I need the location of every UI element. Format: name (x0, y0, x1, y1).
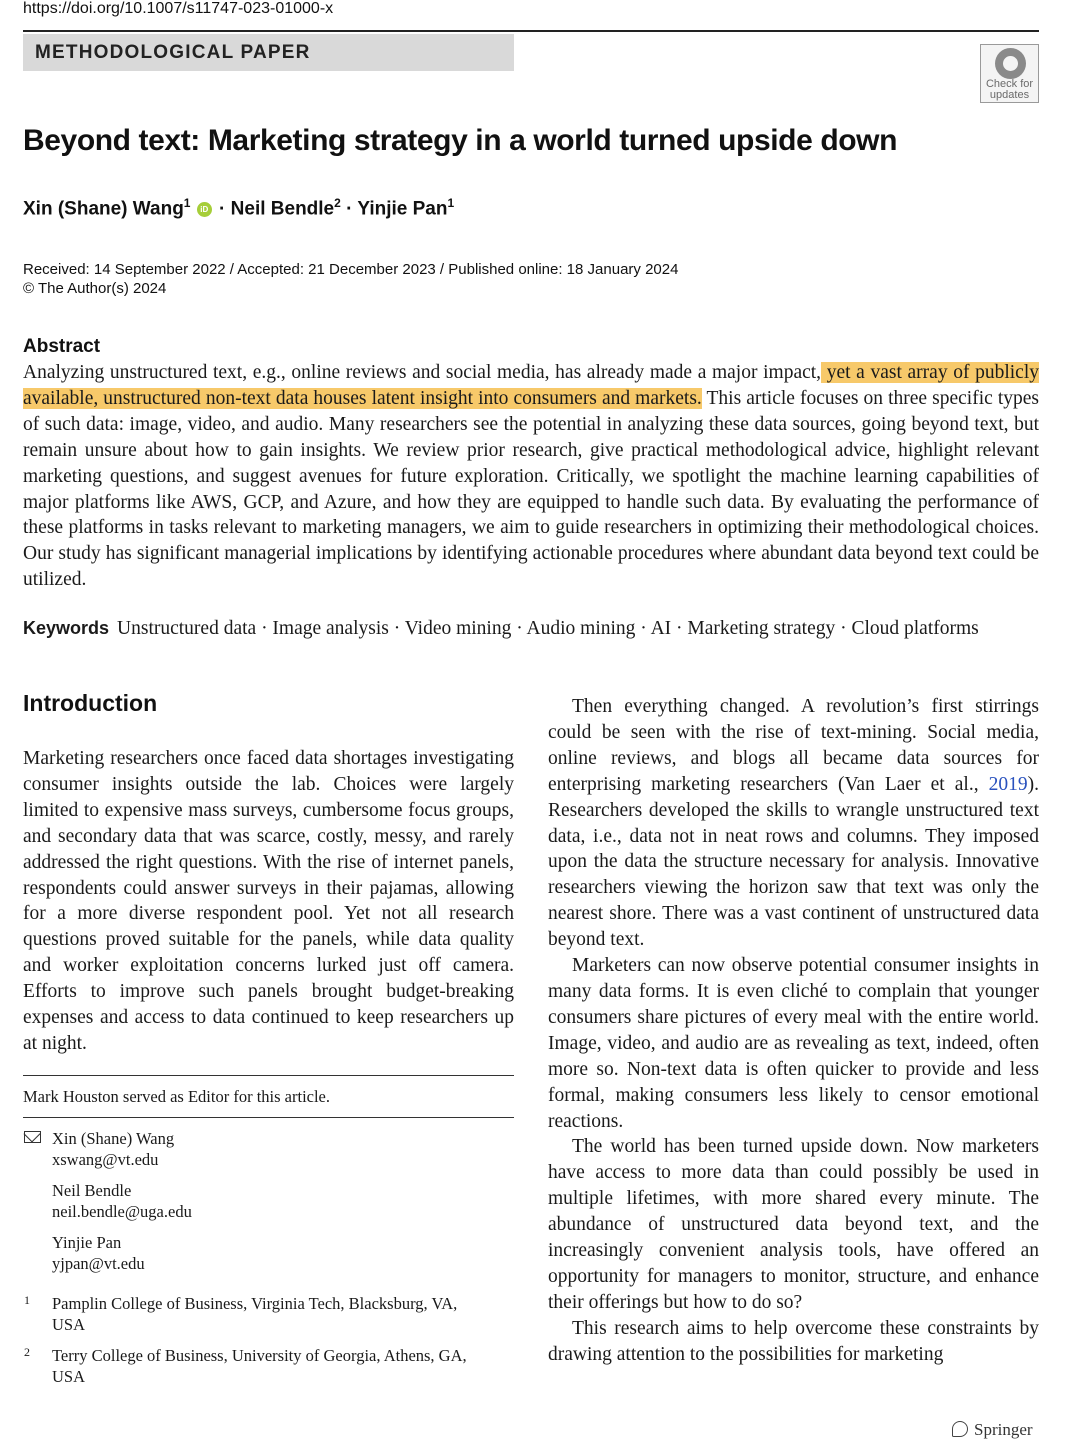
orcid-icon[interactable]: iD (197, 202, 212, 217)
introduction-heading: Introduction (23, 690, 158, 716)
author-separator-2: · (340, 198, 358, 220)
contact-email[interactable]: xswang@vt.edu (52, 1150, 159, 1169)
dates-line: Received: 14 September 2022 / Accepted: 21 December 2023 / Published online: 18 January 2024 (23, 261, 679, 278)
check-updates-text-2: updates (989, 89, 1030, 101)
intro-paragraph-1: Marketing researchers once faced data shortages investigating consumer insights outside the lab. Choices were largely limited to expensive mass surveys, cumbersome focus groups, and secondary data that was scarce, costly, messy, and rarely addressed the right questions. With the rise of internet panels, respondents could answer surveys in their pajamas, allowing for a more diverse respondent pool. Yet not all research questions proved suitable for the panels, while data quality and worker exploitation concerns lurked just off camera. Efforts to improve such panels brought budget-breaking expenses and access to data continued to keep researchers up at night. (23, 748, 514, 1054)
header-rule (23, 30, 1039, 32)
affiliation-1-number: 1 (24, 1293, 30, 1307)
right-column-text (548, 694, 1039, 1368)
abstract-text-1: Analyzing unstructured text, e.g., online reviews and social media, has already made a major impact, (23, 362, 822, 383)
author-2[interactable]: Neil Bendle (230, 198, 335, 220)
copyright-line: © The Author(s) 2024 (23, 280, 167, 297)
contact-name: Neil Bendle (52, 1181, 132, 1200)
springer-horse-icon (952, 1421, 968, 1437)
contact-entry (52, 1128, 192, 1170)
author-3[interactable]: Yinjie Pan (357, 198, 448, 220)
check-updates-icon (995, 48, 1026, 79)
publisher-name: Springer (974, 1420, 1033, 1439)
publication-dates (23, 260, 678, 298)
contact-entry (52, 1180, 192, 1222)
keywords-label: Keywords (23, 618, 110, 638)
article-type-label: METHODOLOGICAL PAPER (35, 42, 311, 63)
doi-link[interactable]: https://doi.org/10.1007/s11747-023-01000-x (23, 0, 334, 17)
keywords-line (23, 618, 979, 640)
author-2-affiliation: 2 (334, 196, 341, 210)
check-updates-text-1: Check for (985, 78, 1034, 90)
keywords-list: Unstructured data · Image analysis · Video mining · Audio mining · AI · Marketing strategy · Cloud platforms (117, 618, 979, 639)
author-1[interactable]: Xin (Shane) Wang (23, 198, 184, 220)
intro-paragraph-4: The world has been turned upside down. Now marketers have access to more data than could possibly be used in multiple lifetimes, with more shared every minute. The abundance of unstructured data beyond text, and the increasingly convenient analysis tools, have offered an opportunity for managers to monitor, structure, and enhance their offerings but how to do so? (548, 1136, 1039, 1313)
author-1-affiliation: 1 (183, 196, 191, 210)
abstract-heading: Abstract (23, 336, 101, 357)
contact-name: Xin (Shane) Wang (52, 1129, 175, 1148)
para2-text-a: Then everything changed. A revolution’s first stirrings could be seen with the rise of text-mining. Social media, online reviews, and blogs all became data sources for enterprising marketing researchers (Van Laer et al., (548, 696, 1039, 795)
intro-paragraph-5: This research aims to help overcome these constraints by drawing attention to the possibilities for marketing (548, 1317, 1039, 1365)
author-separator-1: · (213, 198, 231, 220)
contact-email[interactable]: yjpan@vt.edu (52, 1254, 145, 1273)
affiliation-2-number: 2 (24, 1345, 30, 1359)
intro-paragraph-2 (548, 694, 1039, 953)
publisher-logo (952, 1420, 1033, 1440)
author-list (23, 196, 454, 220)
left-column-text (23, 746, 514, 1057)
abstract-highlight: yet a vast array of publicly available, unstructured non-text data houses latent insight into consumers and markets. (23, 362, 1040, 409)
envelope-icon (24, 1131, 41, 1143)
contact-email[interactable]: neil.bendle@uga.edu (52, 1202, 192, 1221)
footnote-rule-top (23, 1075, 514, 1076)
footnote-rule-bottom (23, 1117, 514, 1118)
abstract-text-2: This article focuses on three specific types of such data: image, video, and audio. Many researchers see the potential in analyzing these data sources, going beyond text, but remain unsure about how to gain insights. We review prior research, give practical methodological advice, highlight relevant marketing questions, and suggest avenues for future exploration. Critically, we spotlight the machine learning capabilities of major platforms like AWS, GCP, and Azure, and how they are equipped to handle such data. By evaluating the performance of these platforms in tasks relevant to marketing managers, we aim to guide researchers in optimizing their methodological choices. Our study has significant managerial implications by identifying actionable procedures where abundant data beyond text could be utilized. (23, 387, 1039, 591)
contact-entry (52, 1232, 192, 1274)
citation-link-2019[interactable]: 2019 (988, 773, 1028, 795)
author-3-affiliation: 1 (447, 196, 455, 210)
contact-list (52, 1128, 192, 1284)
editor-note: Mark Houston served as Editor for this article. (23, 1087, 331, 1106)
affiliation-2: Terry College of Business, University of Georgia, Athens, GA, USA (52, 1346, 467, 1386)
affiliation-1: Pamplin College of Business, Virginia Tech, Blacksburg, VA, USA (52, 1294, 458, 1334)
para2-text-b: ). Researchers developed the skills to wrangle unstructured text data, i.e., data not in neat rows and columns. They imposed upon the data the structure necessary for analysis. Innovative researchers viewing the horizon saw that text was only the nearest shore. There was a vast continent of unstructured data beyond text. (548, 773, 1039, 951)
article-type-bar (23, 34, 514, 71)
intro-paragraph-3: Marketers can now observe potential consumer insights in many data forms. It is even cliché to complain that younger consumers share pictures of every meal with the entire world. Image, video, and audio are as revealing as text, indeed, often more so. Non-text data is often quicker to provide and less formal, making consumers less likely to censor emotional reactions. (548, 955, 1039, 1132)
paper-title: Beyond text: Marketing strategy in a world turned upside down (23, 124, 898, 157)
contact-name: Yinjie Pan (52, 1233, 122, 1252)
abstract-body (23, 360, 1039, 593)
check-for-updates-badge[interactable] (980, 44, 1039, 103)
